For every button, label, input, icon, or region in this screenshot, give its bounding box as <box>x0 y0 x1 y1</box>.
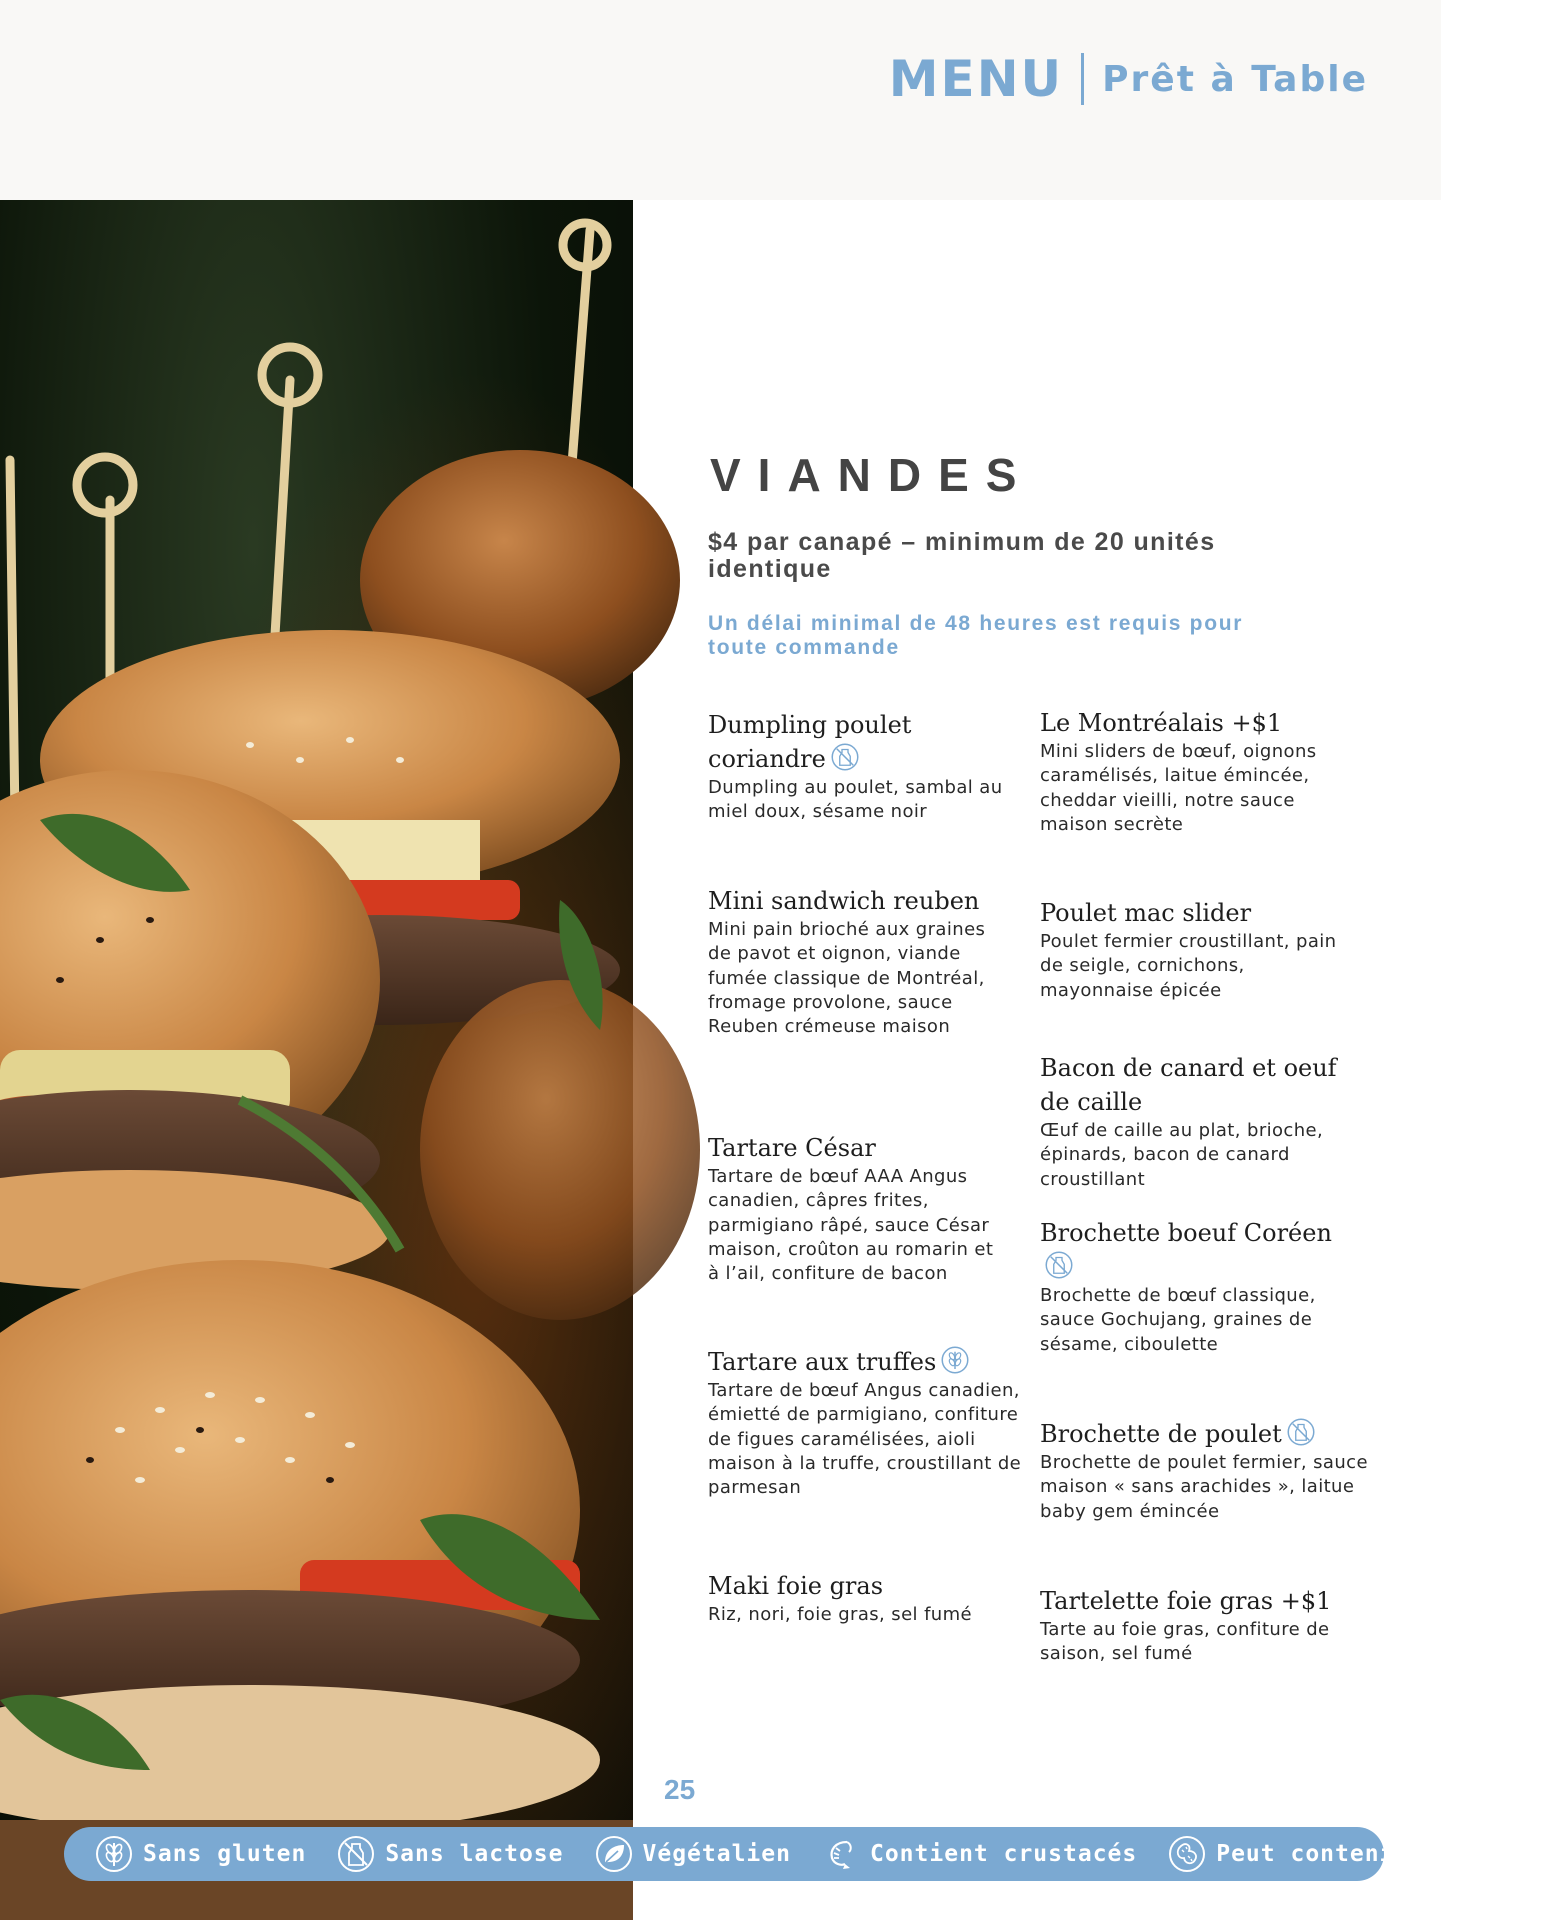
item-description: Mini pain brioché aux graines de pavot et oignon, viande fumée classique de Montréal, fromage provolone, sauce Reuben crémeuse maison <box>708 919 986 1038</box>
gluten-free-icon <box>940 1345 970 1375</box>
menu-item <box>1040 1417 1370 1524</box>
menu-item <box>708 1131 1008 1286</box>
header-divider <box>1081 53 1084 105</box>
legend-label: Contient crustacés <box>869 1841 1138 1867</box>
item-name: Maki foie gras <box>708 1572 884 1600</box>
legend-label: Sans gluten <box>143 1841 307 1867</box>
item-description: Riz, nori, foie gras, sel fumé <box>708 1604 973 1625</box>
sliders-photo <box>0 200 633 1920</box>
item-name: Mini sandwich reuben <box>708 887 980 915</box>
legend-item-lactose-free <box>336 1834 563 1874</box>
item-name: Bacon de canard et oeuf de caille <box>1040 1054 1337 1116</box>
brand-header <box>889 50 1368 108</box>
no-lactose-icon <box>830 742 860 772</box>
item-description: Brochette de poulet fermier, sauce maison « sans arachides », laitue baby gem émincée <box>1040 1452 1368 1522</box>
legend-label: Peut contenir des noix <box>1216 1841 1543 1867</box>
wheat-icon <box>94 1834 134 1874</box>
sliders-illustration <box>0 200 633 1920</box>
item-description: Tarte au foie gras, confiture de saison, sel fumé <box>1040 1619 1330 1665</box>
legend-label: Végétalien <box>642 1841 791 1867</box>
item-name: Dumpling poulet coriandre <box>708 711 912 773</box>
menu-item <box>708 1569 1008 1627</box>
menu-item <box>1040 1216 1340 1357</box>
item-name: Tartelette foie gras +$1 <box>1040 1587 1332 1615</box>
menu-item <box>1040 1584 1340 1667</box>
item-name: Tartare aux truffes <box>708 1345 1028 1379</box>
order-notice: Un délai minimal de 48 heures est requis pour toute commande <box>708 612 1244 659</box>
legend-label: Sans lactose <box>385 1841 564 1867</box>
item-description: Tartare de bœuf Angus canadien, émietté de parmigiano, confiture de figues caramélisées, aioli maison à la truffe, croustillant de parmesan <box>708 1380 1022 1499</box>
leaf-icon <box>594 1834 634 1874</box>
no-lactose-icon <box>1044 1250 1074 1280</box>
item-description: Brochette de bœuf classique, sauce Gochujang, graines de sésame, ciboulette <box>1040 1285 1316 1355</box>
item-description: Poulet fermier croustillant, pain de seigle, cornichons, mayonnaise épicée <box>1040 931 1337 1001</box>
item-description: Œuf de caille au plat, brioche, épinards, bacon de canard croustillant <box>1040 1120 1324 1190</box>
shrimp-icon <box>821 1834 861 1874</box>
item-name: Brochette boeuf Coréen <box>1040 1216 1340 1284</box>
no-lactose-icon <box>1286 1417 1316 1447</box>
price-info: $4 par canapé – minimum de 20 unités identique <box>708 528 1216 583</box>
menu-item <box>1040 896 1340 1003</box>
section-title: VIANDES <box>710 449 1034 501</box>
header-menu-title: MENU <box>888 50 1064 108</box>
header-subtitle: Prêt à Table <box>1102 58 1368 100</box>
page-number: 25 <box>664 1774 696 1805</box>
menu-item <box>708 884 1008 1039</box>
item-name: Tartare César <box>708 1134 876 1162</box>
menu-item <box>1040 1051 1340 1192</box>
legend-item-gluten-free <box>94 1834 306 1874</box>
menu-item <box>708 1345 1028 1500</box>
menu-item <box>1040 706 1340 837</box>
item-name: Poulet mac slider <box>1040 899 1252 927</box>
menu-item <box>708 708 1008 825</box>
peanut-icon <box>1167 1834 1207 1874</box>
item-description: Dumpling au poulet, sambal au miel doux, sésame noir <box>708 777 1003 823</box>
legend-item-nuts <box>1167 1834 1543 1874</box>
item-name: Le Montréalais +$1 <box>1040 709 1283 737</box>
item-description: Tartare de bœuf AAA Angus canadien, câpres frites, parmigiano râpé, sauce César maison, croûton au romarin et à l’ail, confiture de bacon <box>708 1166 994 1285</box>
dietary-legend <box>64 1827 1543 1881</box>
item-description: Mini sliders de bœuf, oignons caramélisés, laitue émincée, cheddar vieilli, notre sauce maison secrète <box>1040 741 1317 835</box>
item-name: Brochette de poulet <box>1040 1417 1370 1451</box>
legend-item-shellfish <box>821 1834 1137 1874</box>
no-milk-icon <box>336 1834 376 1874</box>
legend-item-vegan <box>594 1834 791 1874</box>
